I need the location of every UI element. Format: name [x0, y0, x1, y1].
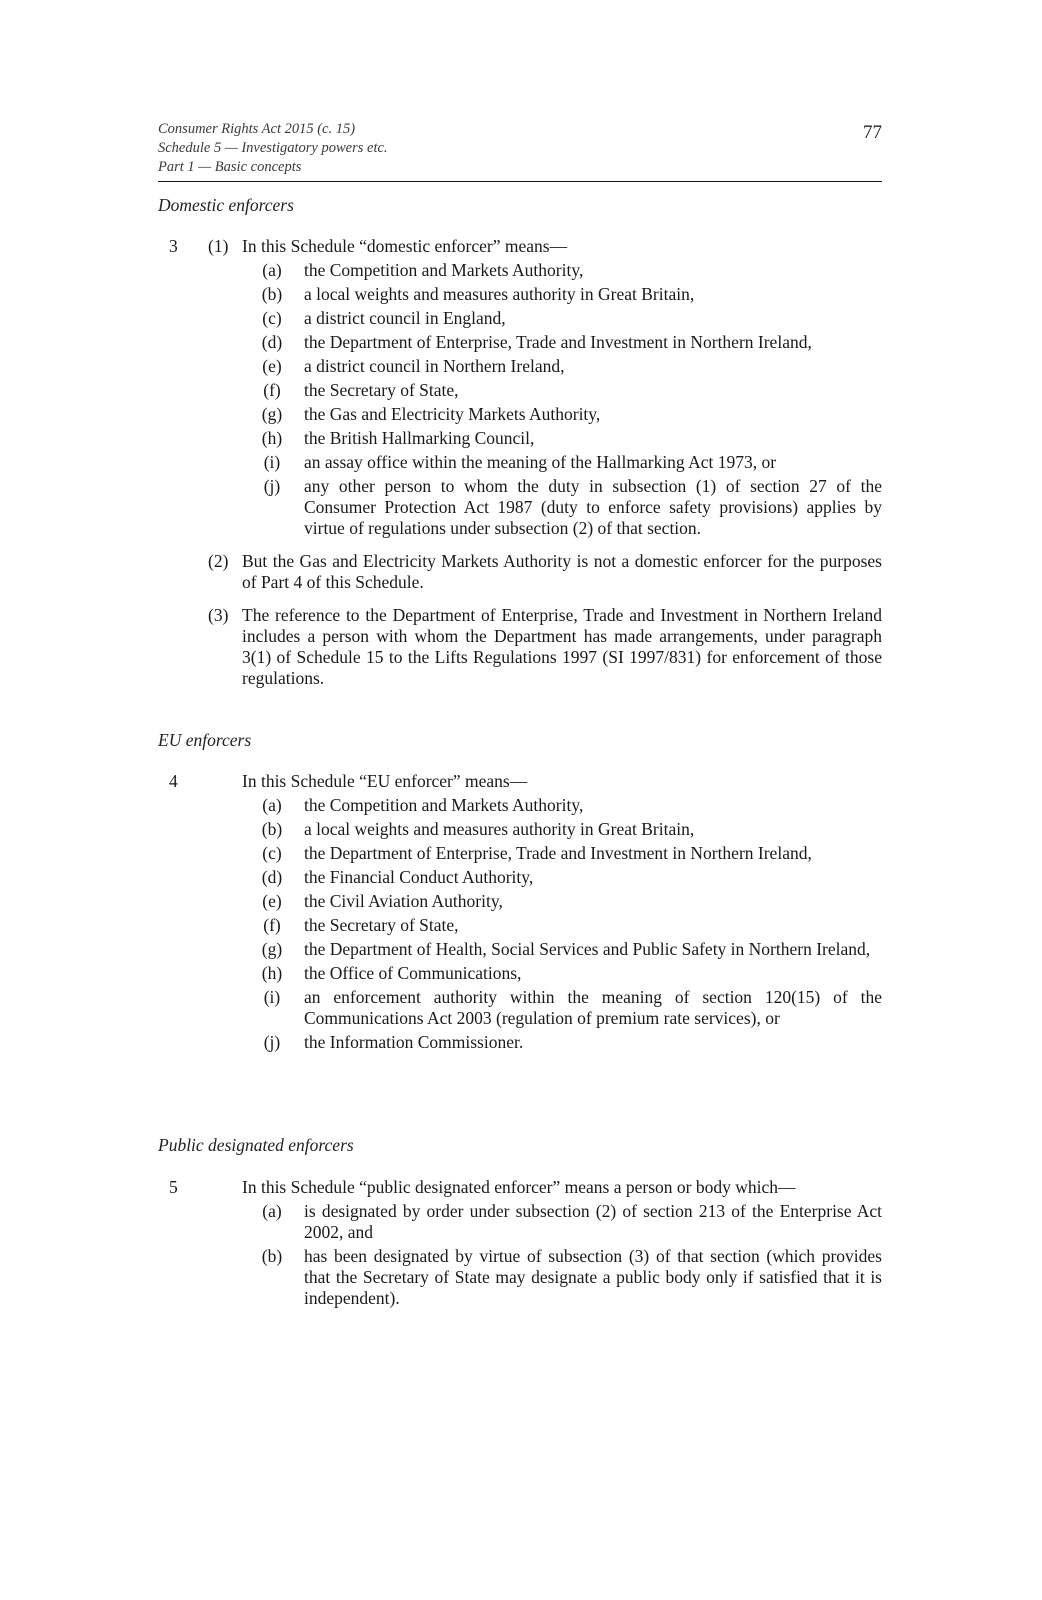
subparagraph-label: (3)	[208, 605, 229, 625]
item-label: (g)	[261, 404, 283, 424]
item-text: a local weights and measures authority in Great Britain,	[304, 284, 695, 304]
item-label: (c)	[262, 843, 282, 863]
list-item	[158, 963, 882, 984]
list-item	[158, 1032, 882, 1053]
item-text: the Department of Enterprise, Trade and Investment in Northern Ireland,	[304, 332, 812, 352]
heading-eu-enforcers: EU enforcers	[158, 730, 252, 750]
header-schedule: Schedule 5 — Investigatory powers etc.	[158, 140, 388, 156]
paragraph-text: In this Schedule “public designated enforcer” means a person or body which—	[242, 1177, 796, 1197]
list-item	[158, 428, 882, 449]
subparagraph-label: (1)	[208, 236, 229, 256]
list-item	[158, 987, 882, 1029]
item-label: (c)	[262, 308, 282, 328]
list-item	[158, 843, 882, 864]
item-label: (j)	[263, 476, 281, 496]
page-number: 77	[863, 122, 882, 143]
header-rule	[158, 181, 882, 182]
list-item	[158, 819, 882, 840]
item-text: an assay office within the meaning of the Hallmarking Act 1973, or	[304, 452, 777, 472]
item-label: (b)	[261, 284, 283, 304]
item-label: (e)	[262, 891, 282, 911]
item-text: the Secretary of State,	[304, 915, 459, 935]
header-part: Part 1 — Basic concepts	[158, 159, 302, 175]
item-label: (g)	[261, 939, 283, 959]
heading-public-designated-enforcers: Public designated enforcers	[158, 1135, 354, 1155]
list-item	[158, 476, 882, 539]
item-text: the Gas and Electricity Markets Authority,	[304, 404, 601, 424]
list-item	[158, 284, 882, 305]
list-item	[158, 867, 882, 888]
list-item	[158, 356, 882, 377]
item-text: a local weights and measures authority in Great Britain,	[304, 819, 695, 839]
list-item	[158, 260, 882, 281]
list-item	[158, 380, 882, 401]
item-label: (h)	[261, 963, 283, 983]
item-text: the British Hallmarking Council,	[304, 428, 535, 448]
list-item	[158, 404, 882, 425]
item-label: (b)	[261, 1246, 283, 1266]
item-text: a district council in Northern Ireland,	[304, 356, 565, 376]
paragraph-text: In this Schedule “EU enforcer” means—	[242, 771, 528, 791]
item-label: (f)	[263, 380, 281, 400]
item-label: (i)	[263, 987, 281, 1007]
item-text: the Competition and Markets Authority,	[304, 795, 584, 815]
list-item	[158, 332, 882, 353]
paragraph-4	[158, 771, 882, 1053]
item-text: an enforcement authority within the meaning of section 120(15) of the Communications Act 2003 (regulation of premium rate services), or	[304, 987, 882, 1028]
item-text: is designated by order under subsection (2) of section 213 of the Enterprise Act 2002, and	[304, 1201, 882, 1242]
item-label: (j)	[263, 1032, 281, 1052]
item-label: (a)	[262, 260, 282, 280]
item-label: (d)	[261, 867, 283, 887]
paragraph-5	[158, 1177, 882, 1309]
header-act-title: Consumer Rights Act 2015 (c. 15)	[158, 121, 356, 137]
paragraph-3	[158, 236, 882, 689]
subparagraph-label: (2)	[208, 551, 229, 571]
item-text: the Financial Conduct Authority,	[304, 867, 534, 887]
subparagraph-3	[158, 605, 882, 689]
item-text: the Department of Enterprise, Trade and Investment in Northern Ireland,	[304, 843, 812, 863]
list-item	[158, 891, 882, 912]
item-label: (i)	[263, 452, 281, 472]
item-label: (a)	[262, 795, 282, 815]
list-item	[158, 452, 882, 473]
list-item	[158, 1246, 882, 1309]
list-item	[158, 795, 882, 816]
list-item	[158, 1201, 882, 1243]
item-text: the Competition and Markets Authority,	[304, 260, 584, 280]
running-header	[158, 120, 882, 177]
item-text: the Civil Aviation Authority,	[304, 891, 503, 911]
item-text: the Office of Communications,	[304, 963, 522, 983]
paragraph-number: 4	[169, 771, 178, 791]
item-label: (e)	[262, 356, 282, 376]
item-text: a district council in England,	[304, 308, 506, 328]
list-item	[158, 915, 882, 936]
item-text: has been designated by virtue of subsection (3) of that section (which provides that the Secretary of State may designate a public body only if satisfied that it is independent).	[304, 1246, 882, 1308]
item-label: (d)	[261, 332, 283, 352]
subparagraph-text: The reference to the Department of Enterprise, Trade and Investment in Northern Ireland includes a person with whom the Department has made arrangements, under paragraph 3(1) of Schedule 15 to the Lifts Regulations 1997 (SI 1997/831) for enforcement of those regulations.	[242, 605, 882, 688]
paragraph-number: 5	[169, 1177, 178, 1197]
paragraph-number: 3	[169, 236, 178, 256]
list-item	[158, 939, 882, 960]
list-item	[158, 308, 882, 329]
item-label: (a)	[262, 1201, 282, 1221]
subparagraph-text: But the Gas and Electricity Markets Authority is not a domestic enforcer for the purposes of Part 4 of this Schedule.	[242, 551, 882, 592]
item-text: the Department of Health, Social Services and Public Safety in Northern Ireland,	[304, 939, 871, 959]
item-label: (b)	[261, 819, 283, 839]
item-text: the Information Commissioner.	[304, 1032, 524, 1052]
item-label: (f)	[263, 915, 281, 935]
heading-domestic-enforcers: Domestic enforcers	[158, 195, 294, 215]
subparagraph-2	[158, 551, 882, 593]
subparagraph-text: In this Schedule “domestic enforcer” means—	[242, 236, 568, 256]
item-text: any other person to whom the duty in subsection (1) of section 27 of the Consumer Protection Act 1987 (duty to enforce safety provisions) applies by virtue of regulations under subsection (2) of that section.	[304, 476, 882, 538]
item-text: the Secretary of State,	[304, 380, 459, 400]
item-label: (h)	[261, 428, 283, 448]
